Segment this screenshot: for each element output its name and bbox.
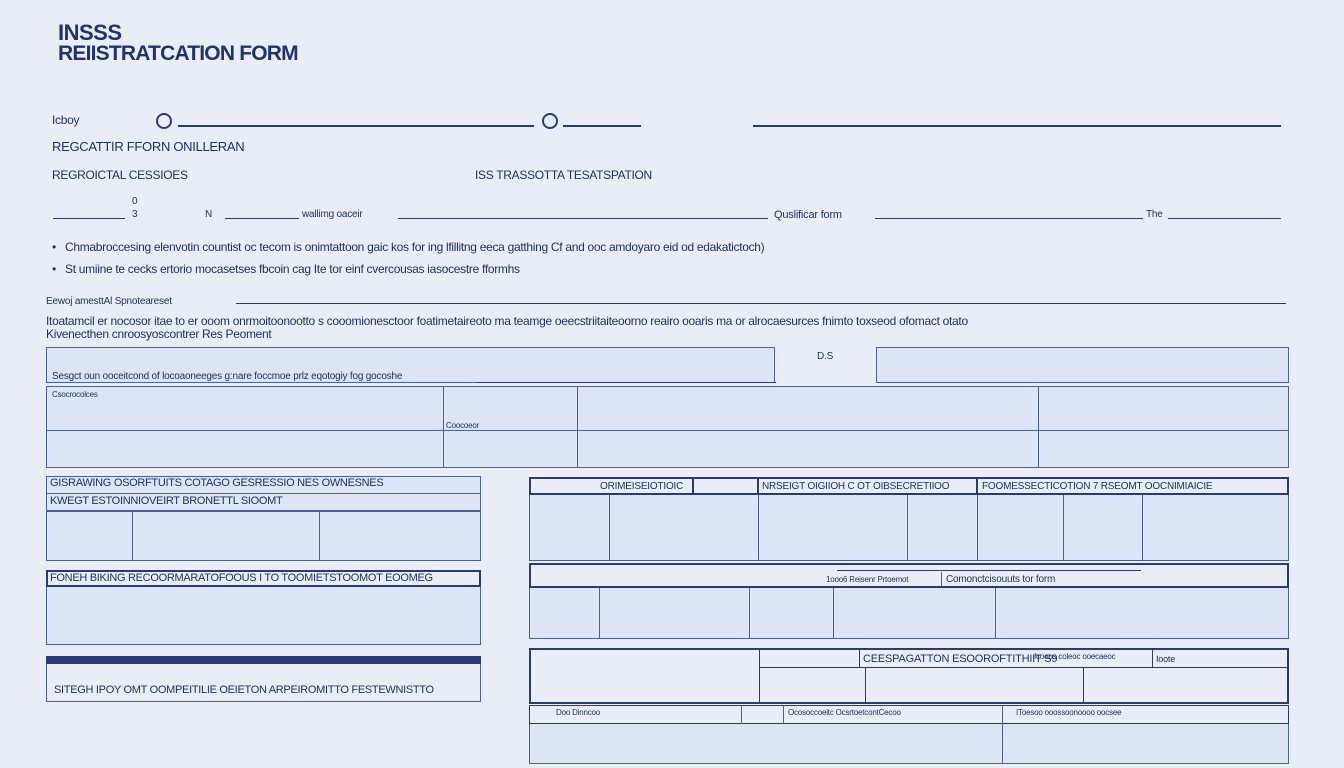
right-table-1-col3: FOOMESSECTICOTION 7 RSEOMT OOCNIMIAICIE — [982, 481, 1213, 492]
right-table-2-main: Comonctcisouuts tor form — [946, 574, 1056, 585]
row4-num-bottom: 3 — [132, 209, 138, 220]
left-table-3-bar — [46, 656, 481, 664]
block1-cell-a: Csocrocolces — [52, 390, 98, 399]
section-label: Eewoj amesttAl Spnoteareset — [46, 296, 172, 307]
block1-grid-vline-2 — [577, 386, 578, 468]
input-line-8[interactable] — [1168, 218, 1281, 219]
row4-field-c: The — [1146, 209, 1163, 220]
block1-grid — [46, 386, 1289, 468]
right-table-2-header-line — [837, 570, 1141, 571]
radio-option-2[interactable] — [542, 113, 558, 129]
input-line-7[interactable] — [875, 218, 1143, 219]
input-line-1[interactable] — [178, 125, 534, 127]
block1-grid-vline-1 — [443, 386, 444, 468]
right-table-3-vline-2 — [859, 648, 860, 667]
row2-label: REGCATTIR FFORN ONILLERAN — [52, 139, 245, 154]
block1-underline — [476, 382, 776, 383]
left-table-1-line1: GISRAWING OSORFTUITS COTAGO GESRESSIO NES OWNESNES — [50, 477, 384, 489]
row3-right-label: ISS TRASSOTTA TESATSPATION — [475, 168, 652, 182]
left-table-2-header-text: FONEH BIKING RECOORMARATOFOOUS I TO TOOMIETSTOOMOT EOOMEG — [50, 572, 433, 584]
right-table-4-c2: Ocosoccoeitc OcsrtoetcontCecoo — [788, 708, 901, 717]
right-table-2-header-div — [941, 572, 942, 586]
section-desc-2: Kivenecthen cnroosyoscontrer Res Peoment — [46, 327, 272, 341]
section-desc-1: Itoatamcil er nocosor itae to er ooom onrmoitoonootto s cooomionesctoor foatimetaireoto ma teamge oeecstriitaiteoorno reairo ooaris ma or alrocaesurces fnimto toxseod ofomact otato — [46, 314, 968, 328]
left-table-3-header-text: SITEGH IPOY OMT OOMPEITILIE OEIETON ARPEIROMITTO FESTEWNISTTO — [54, 684, 434, 696]
right-table-2-vline-4 — [995, 588, 996, 639]
right-table-1-hdr-div-2 — [757, 477, 759, 495]
bullet-text-1: Chmabroccesing elenvotin countist oc tecom is onimtattoon gaic kos for ing lfillitng eeca gatthing Cf and ooc amdoyaro eid od edakatictoch) — [65, 240, 765, 254]
block1-cell-b: Coocoeor — [446, 421, 480, 430]
right-table-1-hdr-div-1 — [692, 477, 694, 495]
row4-num-top: 0 — [132, 196, 138, 207]
right-table-1-vline-4 — [977, 495, 978, 561]
right-table-1-vline-5 — [1063, 495, 1064, 561]
right-table-3-vline-4 — [1083, 667, 1084, 704]
row4-field-a: wallimg oaceir — [302, 209, 363, 220]
right-table-1-vline-6 — [1142, 495, 1143, 561]
input-line-2[interactable] — [563, 125, 641, 127]
block1-code: D.S — [817, 351, 834, 362]
input-line-6[interactable] — [398, 218, 768, 219]
row4-field-b: Quslificar form — [774, 209, 842, 221]
right-table-2-vline-1 — [599, 588, 600, 639]
right-table-1-vline-1 — [609, 495, 610, 561]
left-table-1-vline-2 — [319, 510, 320, 561]
right-table-2-vline-3 — [833, 588, 834, 639]
left-table-1-hline-2 — [46, 510, 481, 512]
right-table-3-hline — [759, 667, 1289, 668]
section-divider — [236, 303, 1286, 304]
right-table-1-col1: ORIMEISEIOTIOIC — [600, 481, 684, 492]
right-table-3-head: CEESPAGATTON ESOOROFTITHIIT S9 — [863, 653, 1058, 665]
right-table-2-header — [529, 563, 1289, 588]
input-line-4[interactable] — [53, 218, 125, 219]
input-line-3[interactable] — [753, 125, 1281, 127]
right-table-1-col2: NRSEIGT OIGIIOH C OT OIBSECRETIIOO — [762, 481, 950, 492]
left-table-1-line2: KWEGT ESTOINNIOVEIRT BRONETTL SIOOMT — [50, 495, 283, 507]
right-table-3-vline-1 — [759, 648, 760, 704]
right-table-2-small: 1ooo6 Reisenr Prtoemot — [826, 575, 909, 584]
right-table-4-div-2 — [783, 705, 784, 724]
left-table-1-vline-1 — [132, 510, 133, 561]
right-table-3-vline-3 — [865, 667, 866, 704]
right-table-1-hdr-div-3 — [976, 477, 978, 495]
right-table-2-vline-2 — [749, 588, 750, 639]
row1-label: Icboy — [52, 113, 80, 127]
block1-code-field[interactable] — [876, 347, 1289, 383]
right-table-1-vline-2 — [758, 495, 759, 561]
input-line-5[interactable] — [225, 218, 299, 219]
right-table-4-div-3 — [1002, 705, 1003, 764]
bullet-text-2: St umiine te cecks ertorio mocasetses fbcoin cag Ite tor einf cvercousas iasocestre fformhs — [65, 262, 520, 276]
right-table-4-c1: Doo Dinncoo — [556, 708, 601, 717]
block1-grid-vline-3 — [1038, 386, 1039, 468]
left-table-1-hline-1 — [46, 493, 481, 494]
right-table-3-head-small: Icooos coleoc ooecaeoc — [1034, 652, 1116, 661]
right-table-4-header — [529, 705, 1289, 724]
block1-grid-hline — [46, 430, 1289, 431]
right-table-4-c3: IToesoo ooossoonoooo oocsee — [1016, 708, 1122, 717]
right-table-4-div-1 — [741, 705, 742, 724]
right-table-3-vline-5 — [1152, 648, 1153, 667]
right-table-3-right: Ioote — [1156, 654, 1176, 664]
block1-row-label: Sesgct oun ooceitcond of locoaoneeges g:nare foccmoe prlz eqotogiy fog gocoshe — [52, 371, 403, 382]
form-title-line1: INSSS — [58, 20, 122, 45]
form-title-line2: REIISTRATCATION FORM — [58, 42, 298, 65]
right-table-1-vline-3 — [907, 495, 908, 561]
bullet-dot-2: • — [52, 262, 56, 276]
row4-mark: N — [205, 209, 213, 220]
row3-left-label: REGROICTAL CESSIOES — [52, 168, 188, 182]
bullet-dot-1: • — [52, 240, 56, 254]
radio-option-1[interactable] — [156, 113, 172, 129]
